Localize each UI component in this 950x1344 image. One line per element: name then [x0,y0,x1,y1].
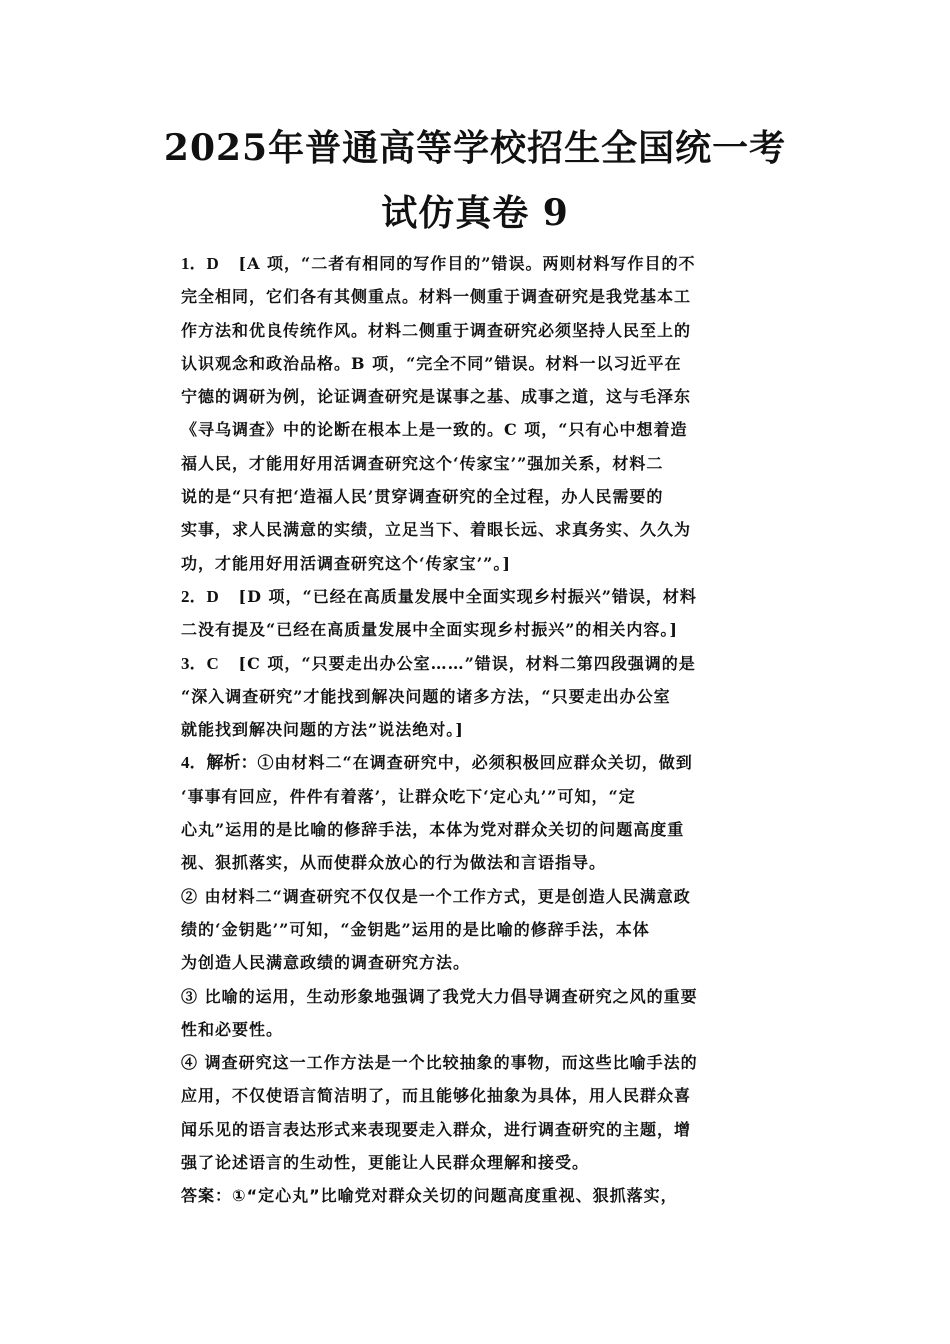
answer-line [181,1179,771,1212]
q2-line: 二没有提及“已经在高质量发展中全面实现乡村振兴”的相关内容。] [181,620,678,640]
q4-line: 性和必要性。 [181,1019,284,1039]
q1-line: 认识观念和政治品格。B 项，“完全不同”错误。材料一以习近平在 [181,353,682,373]
q4-line: 视、狠抓落实，从而使群众放心的行为做法和言语指导。 [181,853,607,873]
q1-line: 功，才能用好用活调查研究这个‘传家宝’”。] [181,553,511,573]
q2-label: 2．D [181,586,219,606]
q1-line: 实事，求人民满意的实绩，立足当下、着眼长远、求真务实、久久为 [181,520,692,540]
q4-line-1 [181,746,771,779]
q3-label: 3．C [181,653,219,673]
q1-line: 《寻乌调查》中的论断在根本上是一致的。C 项，“只有心中想着造 [181,420,688,440]
q4-line: 心丸”运用的是比喻的修辞手法，本体为党对群众关切的问题高度重 [181,820,685,840]
q4-line: 强了论述语言的生动性，更能让人民群众理解和接受。 [181,1153,590,1173]
answer-body [181,247,771,1213]
q1-label: 1．D [181,254,219,273]
q1-line: 说的是“只有把‘造福人民’贯穿调查研究的全过程，办人民需要的 [181,487,664,507]
document-title-line-2: 试仿真卷 9 [381,192,569,234]
q2-text: [D 项，“已经在高质量发展中全面实现乡村振兴”错误，材料 [238,586,697,606]
q4-line: 闻乐见的语言表达形式来表现要走入群众，进行调查研究的主题，增 [181,1119,692,1139]
q1-line-1 [181,247,771,280]
q4-line: 绩的‘金钥匙’”可知，“金钥匙”运用的是比喻的修辞手法，本体 [181,919,650,939]
q1-text: [A 项，“二者有相同的写作目的”错误。两则材料写作目的不 [238,254,696,273]
q3-text: [C 项，“只要走出办公室……”错误，材料二第四段强调的是 [238,653,696,673]
q4-label: 4．解析： [181,753,258,773]
answer-label: 答案： [181,1186,233,1206]
q1-line: 作方法和优良传统作风。材料二侧重于调查研究必须坚持人民至上的 [181,320,692,340]
q2-line-1 [181,580,771,613]
q4-line: 为创造人民满意政绩的调查研究方法。 [181,953,471,973]
q3-line: “深入调查研究”才能找到解决问题的诸多方法，“只要走出办公室 [181,686,671,706]
q1-line: 宁德的调研为例，论证调查研究是谋事之基、成事之道，这与毛泽东 [181,387,692,407]
answer-text: ①“定心丸”比喻党对群众关切的问题高度重视、狠抓落实， [232,1186,678,1206]
q3-line: 就能找到解决问题的方法”说法绝对。] [181,720,464,740]
q4-line: ③ 比喻的运用，生动形象地强调了我党大力倡导调查研究之风的重要 [181,986,698,1006]
q3-line-1 [181,647,771,680]
q4-line: ④ 调查研究这一工作方法是一个比较抽象的事物，而这些比喻手法的 [181,1053,698,1073]
q4-text: ①由材料二“在调查研究中，必须积极回应群众关切，做到 [257,753,693,773]
q1-line: 福人民，才能用好用活调查研究这个‘传家宝’”强加关系，材料二 [181,453,664,473]
document-title-line-1: 2025年普通高等学校招生全国统一考 [163,127,787,169]
q4-line: ② 由材料二“调查研究不仅仅是一个工作方式，更是创造人民满意政 [181,886,691,906]
q4-line: ‘事事有回应，件件有着落’，让群众吃下‘定心丸’”可知，“定 [181,786,636,806]
q4-line: 应用，不仅使语言简洁明了，而且能够化抽象为具体，用人民群众喜 [181,1086,692,1106]
q1-line: 完全相同，它们各有其侧重点。材料一侧重于调查研究是我党基本工 [181,287,692,307]
